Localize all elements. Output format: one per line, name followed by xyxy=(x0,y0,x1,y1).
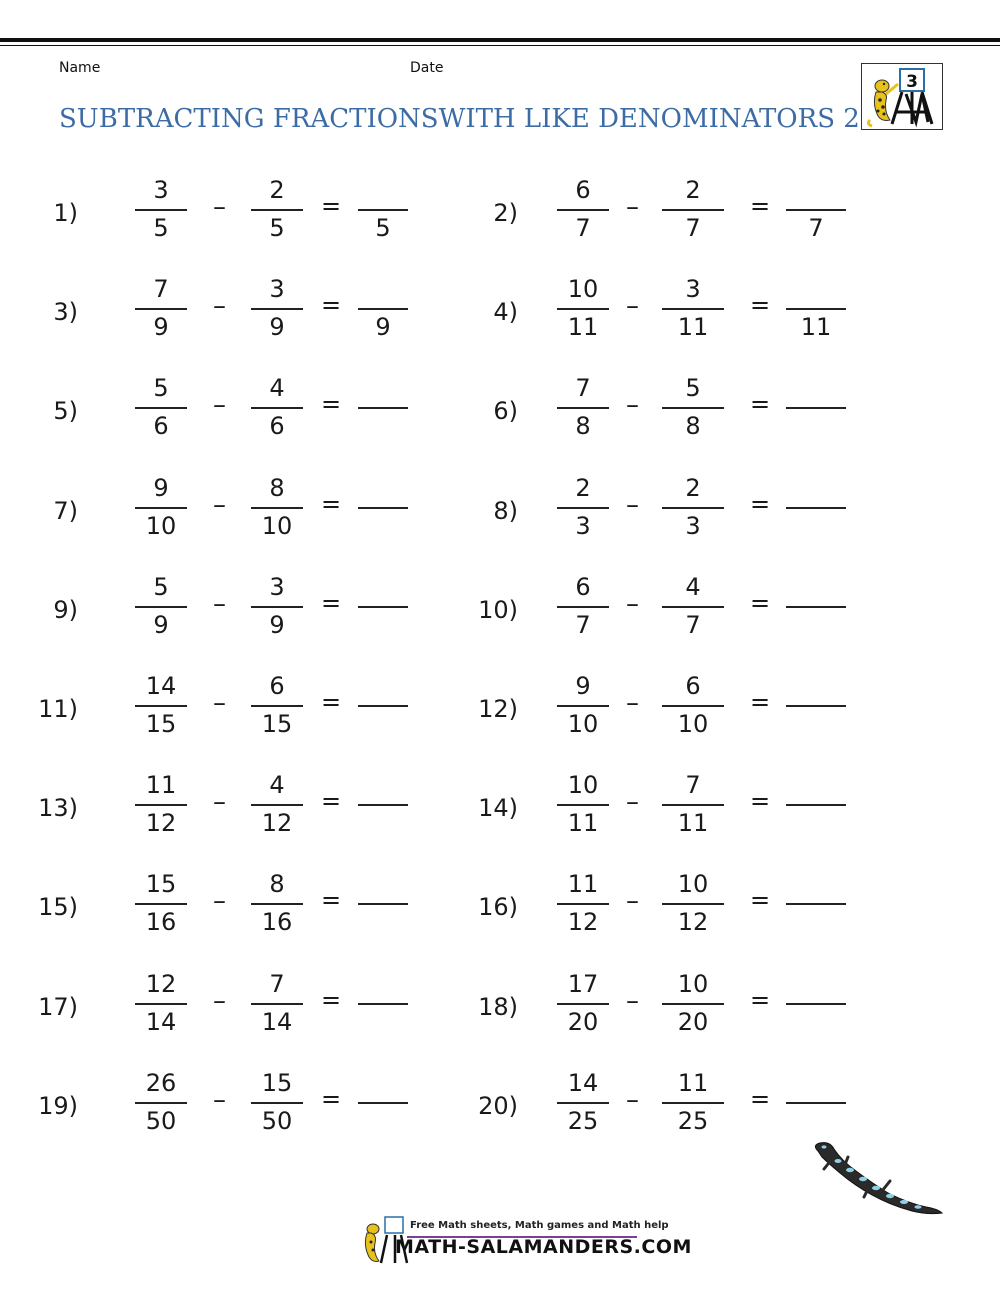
second-denominator: 8 xyxy=(685,412,701,441)
second-numerator: 8 xyxy=(269,870,285,899)
fraction-bar xyxy=(557,507,609,509)
answer-blank[interactable] xyxy=(786,970,846,1050)
first-fraction xyxy=(557,870,609,950)
fraction-bar xyxy=(662,1003,724,1005)
second-denominator: 10 xyxy=(677,710,709,738)
fraction-bar xyxy=(557,903,609,905)
problem-number: 2) xyxy=(493,199,518,227)
problem-number: 3) xyxy=(53,298,78,327)
fraction-bar xyxy=(662,507,724,509)
answer-denominator: 5 xyxy=(375,214,391,242)
problem-13 xyxy=(20,771,440,851)
first-denominator: 3 xyxy=(575,511,591,540)
first-fraction xyxy=(557,474,609,554)
second-numerator: 8 xyxy=(269,473,285,502)
first-denominator: 12 xyxy=(145,809,177,838)
fraction-bar xyxy=(251,1102,303,1104)
first-fraction xyxy=(557,771,609,851)
answer-line xyxy=(358,705,408,707)
equals-sign: = xyxy=(321,390,342,419)
answer-line xyxy=(786,407,846,409)
problem-1 xyxy=(20,176,440,256)
answer-blank[interactable] xyxy=(786,771,846,851)
second-numerator: 5 xyxy=(685,374,701,403)
second-denominator: 11 xyxy=(677,809,709,838)
problem-number: 18) xyxy=(478,992,518,1021)
first-numerator: 3 xyxy=(153,176,169,204)
first-fraction xyxy=(557,970,609,1050)
date-label: Date xyxy=(410,60,444,76)
first-fraction xyxy=(557,176,609,256)
second-numerator: 15 xyxy=(261,1068,293,1097)
fraction-bar xyxy=(662,1102,724,1104)
minus-sign: – xyxy=(626,787,639,818)
second-fraction xyxy=(662,573,724,653)
second-fraction xyxy=(662,672,724,752)
equals-sign: = xyxy=(750,588,771,617)
problem-number: 8) xyxy=(493,496,518,525)
first-denominator: 20 xyxy=(567,1007,599,1036)
top-rule xyxy=(0,38,1000,42)
answer-line xyxy=(358,308,408,310)
first-numerator: 12 xyxy=(145,969,177,998)
fraction-bar xyxy=(251,407,303,409)
first-fraction xyxy=(557,1069,609,1149)
fraction-bar xyxy=(135,804,187,806)
second-fraction xyxy=(251,1069,303,1149)
answer-line xyxy=(358,804,408,806)
equals-sign: = xyxy=(750,390,771,419)
problem-number: 9) xyxy=(53,595,78,624)
fraction-bar xyxy=(557,407,609,409)
answer-blank[interactable] xyxy=(786,374,846,454)
second-fraction xyxy=(251,970,303,1050)
problem-number: 17) xyxy=(38,992,78,1021)
problem-12 xyxy=(460,672,880,752)
answer-blank[interactable] xyxy=(358,573,408,653)
first-denominator: 12 xyxy=(567,908,599,937)
second-numerator: 11 xyxy=(677,1068,709,1097)
equals-sign: = xyxy=(750,192,771,220)
answer-blank[interactable] xyxy=(358,374,408,454)
fraction-bar xyxy=(557,308,609,310)
problem-number: 14) xyxy=(478,794,518,823)
second-fraction xyxy=(251,672,303,752)
minus-sign: – xyxy=(213,390,226,421)
problem-number: 19) xyxy=(38,1091,78,1120)
fraction-bar xyxy=(662,804,724,806)
first-numerator: 26 xyxy=(145,1068,177,1097)
problem-8 xyxy=(460,474,880,554)
minus-sign: – xyxy=(213,489,226,520)
first-denominator: 10 xyxy=(145,511,177,540)
first-denominator: 14 xyxy=(145,1007,177,1036)
first-numerator: 14 xyxy=(145,672,177,700)
fraction-bar xyxy=(251,209,303,211)
equals-sign: = xyxy=(321,1084,342,1113)
first-denominator: 6 xyxy=(153,412,169,441)
first-numerator: 11 xyxy=(145,771,177,800)
first-fraction xyxy=(135,474,187,554)
equals-sign: = xyxy=(750,985,771,1014)
first-denominator: 8 xyxy=(575,412,591,441)
second-numerator: 6 xyxy=(269,672,285,700)
minus-sign: – xyxy=(213,588,226,619)
minus-sign: – xyxy=(626,1084,639,1115)
first-numerator: 5 xyxy=(153,374,169,403)
problem-number: 7) xyxy=(53,496,78,525)
answer-denominator: 7 xyxy=(808,214,824,242)
equals-sign: = xyxy=(321,489,342,518)
first-numerator: 11 xyxy=(567,870,599,899)
first-fraction xyxy=(135,1069,187,1149)
first-denominator: 50 xyxy=(145,1106,177,1135)
first-denominator: 15 xyxy=(145,710,177,738)
answer-line xyxy=(786,705,846,707)
fraction-bar xyxy=(135,1003,187,1005)
answer-blank[interactable] xyxy=(786,474,846,554)
first-numerator: 10 xyxy=(567,771,599,800)
first-denominator: 9 xyxy=(153,610,169,639)
fraction-bar xyxy=(557,1102,609,1104)
second-numerator: 10 xyxy=(677,870,709,899)
second-numerator: 2 xyxy=(685,473,701,502)
answer-line xyxy=(786,903,846,905)
problem-number: 20) xyxy=(478,1091,518,1120)
second-denominator: 7 xyxy=(685,610,701,639)
answer-line xyxy=(786,606,846,608)
second-numerator: 7 xyxy=(269,969,285,998)
first-fraction xyxy=(557,374,609,454)
minus-sign: – xyxy=(213,985,226,1016)
equals-sign: = xyxy=(750,1084,771,1113)
minus-sign: – xyxy=(626,985,639,1016)
problem-6 xyxy=(460,374,880,454)
second-fraction xyxy=(662,474,724,554)
problem-number: 16) xyxy=(478,893,518,922)
second-denominator: 6 xyxy=(269,412,285,441)
equals-sign: = xyxy=(750,688,771,716)
second-denominator: 16 xyxy=(261,908,293,937)
first-denominator: 5 xyxy=(153,214,169,242)
first-numerator: 7 xyxy=(153,275,169,304)
minus-sign: – xyxy=(213,787,226,818)
fraction-bar xyxy=(251,804,303,806)
second-denominator: 9 xyxy=(269,610,285,639)
minus-sign: – xyxy=(626,688,639,718)
minus-sign: – xyxy=(626,192,639,222)
second-denominator: 12 xyxy=(677,908,709,937)
salamander-icon xyxy=(808,1137,948,1227)
first-fraction xyxy=(135,970,187,1050)
problem-number: 11) xyxy=(38,695,78,723)
first-denominator: 7 xyxy=(575,610,591,639)
fraction-bar xyxy=(662,308,724,310)
first-numerator: 6 xyxy=(575,572,591,601)
second-fraction xyxy=(251,474,303,554)
second-numerator: 7 xyxy=(685,771,701,800)
answer-line xyxy=(358,606,408,608)
answer-blank[interactable] xyxy=(358,970,408,1050)
second-numerator: 3 xyxy=(269,572,285,601)
second-denominator: 25 xyxy=(677,1106,709,1135)
first-numerator: 17 xyxy=(567,969,599,998)
fraction-bar xyxy=(251,1003,303,1005)
problem-number: 6) xyxy=(493,397,518,426)
second-fraction xyxy=(662,870,724,950)
first-fraction xyxy=(135,672,187,752)
minus-sign: – xyxy=(626,291,639,322)
second-fraction xyxy=(662,1069,724,1149)
second-denominator: 12 xyxy=(261,809,293,838)
answer-blank[interactable] xyxy=(358,870,408,950)
first-denominator: 11 xyxy=(567,809,599,838)
answer-blank[interactable] xyxy=(358,1069,408,1149)
first-fraction xyxy=(135,771,187,851)
answer-blank[interactable] xyxy=(786,870,846,950)
problem-14 xyxy=(460,771,880,851)
problem-number: 1) xyxy=(53,199,78,227)
second-numerator: 2 xyxy=(269,176,285,204)
first-numerator: 2 xyxy=(575,473,591,502)
problem-19 xyxy=(20,1069,440,1149)
problem-number: 5) xyxy=(53,397,78,426)
first-denominator: 16 xyxy=(145,908,177,937)
fraction-bar xyxy=(557,209,609,211)
fraction-bar xyxy=(135,308,187,310)
fraction-bar xyxy=(251,903,303,905)
equals-sign: = xyxy=(321,985,342,1014)
answer-line xyxy=(786,1102,846,1104)
fraction-bar xyxy=(662,705,724,707)
second-denominator: 15 xyxy=(261,710,293,738)
problem-number: 10) xyxy=(478,595,518,624)
second-denominator: 9 xyxy=(269,313,285,342)
problem-number: 12) xyxy=(478,695,518,723)
second-numerator: 4 xyxy=(685,572,701,601)
problem-number: 4) xyxy=(493,298,518,327)
problem-3 xyxy=(20,275,440,355)
first-fraction xyxy=(557,573,609,653)
first-numerator: 10 xyxy=(567,275,599,304)
second-denominator: 50 xyxy=(261,1106,293,1135)
first-numerator: 5 xyxy=(153,572,169,601)
fraction-bar xyxy=(135,606,187,608)
problem-number: 15) xyxy=(38,893,78,922)
answer-line xyxy=(358,407,408,409)
first-numerator: 7 xyxy=(575,374,591,403)
fraction-bar xyxy=(135,903,187,905)
second-fraction xyxy=(251,176,303,256)
answer-line xyxy=(786,1003,846,1005)
first-numerator: 14 xyxy=(567,1068,599,1097)
fraction-bar xyxy=(135,705,187,707)
equals-sign: = xyxy=(321,291,342,320)
minus-sign: – xyxy=(213,688,226,718)
fraction-bar xyxy=(557,1003,609,1005)
second-denominator: 3 xyxy=(685,511,701,540)
first-denominator: 7 xyxy=(575,214,591,242)
fraction-bar xyxy=(557,705,609,707)
fraction-bar xyxy=(251,308,303,310)
equals-sign: = xyxy=(321,886,342,915)
fraction-bar xyxy=(662,606,724,608)
fraction-bar xyxy=(135,209,187,211)
first-denominator: 25 xyxy=(567,1106,599,1135)
first-numerator: 9 xyxy=(153,473,169,502)
second-fraction xyxy=(251,275,303,355)
first-fraction xyxy=(135,374,187,454)
second-fraction xyxy=(251,573,303,653)
equals-sign: = xyxy=(750,886,771,915)
second-numerator: 2 xyxy=(685,176,701,204)
answer-line xyxy=(358,1102,408,1104)
second-denominator: 14 xyxy=(261,1007,293,1036)
top-rule-thin xyxy=(0,45,1000,46)
problem-15 xyxy=(20,870,440,950)
fraction-bar xyxy=(135,407,187,409)
answer-blank[interactable] xyxy=(786,275,846,355)
answer-blank[interactable] xyxy=(358,176,408,256)
minus-sign: – xyxy=(626,588,639,619)
header-logo xyxy=(861,63,943,130)
second-fraction xyxy=(251,374,303,454)
second-fraction xyxy=(662,970,724,1050)
second-numerator: 3 xyxy=(685,275,701,304)
minus-sign: – xyxy=(626,886,639,917)
answer-line xyxy=(786,308,846,310)
second-fraction xyxy=(662,176,724,256)
second-denominator: 7 xyxy=(685,214,701,242)
problem-17 xyxy=(20,970,440,1050)
equals-sign: = xyxy=(750,291,771,320)
problem-16 xyxy=(460,870,880,950)
second-fraction xyxy=(251,870,303,950)
problem-4 xyxy=(460,275,880,355)
answer-line xyxy=(358,1003,408,1005)
second-denominator: 10 xyxy=(261,511,293,540)
second-numerator: 4 xyxy=(269,771,285,800)
answer-blank[interactable] xyxy=(358,275,408,355)
first-denominator: 11 xyxy=(567,313,599,342)
answer-blank[interactable] xyxy=(358,474,408,554)
minus-sign: – xyxy=(213,886,226,917)
fraction-bar xyxy=(557,804,609,806)
first-denominator: 9 xyxy=(153,313,169,342)
first-numerator: 6 xyxy=(575,176,591,204)
second-numerator: 3 xyxy=(269,275,285,304)
minus-sign: – xyxy=(626,390,639,421)
answer-line xyxy=(786,209,846,211)
second-numerator: 10 xyxy=(677,969,709,998)
equals-sign: = xyxy=(321,588,342,617)
footer-brand: MATH-SALAMANDERS.COM xyxy=(395,1236,692,1258)
answer-blank[interactable] xyxy=(786,573,846,653)
equals-sign: = xyxy=(321,787,342,816)
answer-denominator: 9 xyxy=(375,313,391,342)
minus-sign: – xyxy=(626,489,639,520)
answer-line xyxy=(358,903,408,905)
fraction-bar xyxy=(135,507,187,509)
second-fraction xyxy=(251,771,303,851)
page-title: SUBTRACTING FRACTIONSWITH LIKE DENOMINATORS 2 xyxy=(59,104,860,134)
answer-line xyxy=(358,209,408,211)
minus-sign: – xyxy=(213,1084,226,1115)
first-fraction xyxy=(135,573,187,653)
second-denominator: 20 xyxy=(677,1007,709,1036)
first-fraction xyxy=(557,275,609,355)
second-numerator: 6 xyxy=(685,672,701,700)
answer-blank[interactable] xyxy=(786,672,846,752)
fraction-bar xyxy=(662,903,724,905)
problem-7 xyxy=(20,474,440,554)
first-fraction xyxy=(557,672,609,752)
first-fraction xyxy=(135,176,187,256)
answer-line xyxy=(358,507,408,509)
logo-badge-number: 3 xyxy=(906,72,918,92)
problem-9 xyxy=(20,573,440,653)
fraction-bar xyxy=(251,606,303,608)
equals-sign: = xyxy=(321,192,342,220)
answer-denominator: 11 xyxy=(800,313,832,342)
second-numerator: 4 xyxy=(269,374,285,403)
second-denominator: 5 xyxy=(269,214,285,242)
equals-sign: = xyxy=(750,787,771,816)
problem-5 xyxy=(20,374,440,454)
second-fraction xyxy=(662,374,724,454)
answer-line xyxy=(786,507,846,509)
first-denominator: 10 xyxy=(567,710,599,738)
footer-tagline: Free Math sheets, Math games and Math help xyxy=(410,1220,669,1231)
first-numerator: 15 xyxy=(145,870,177,899)
fraction-bar xyxy=(135,1102,187,1104)
second-fraction xyxy=(662,771,724,851)
second-fraction xyxy=(662,275,724,355)
fraction-bar xyxy=(662,209,724,211)
answer-blank[interactable] xyxy=(786,176,846,256)
minus-sign: – xyxy=(213,192,226,222)
problem-11 xyxy=(20,672,440,752)
problem-18 xyxy=(460,970,880,1050)
answer-line xyxy=(786,804,846,806)
answer-blank[interactable] xyxy=(358,771,408,851)
minus-sign: – xyxy=(213,291,226,322)
equals-sign: = xyxy=(321,688,342,716)
problem-2 xyxy=(460,176,880,256)
equals-sign: = xyxy=(750,489,771,518)
math-salamander-easel-logo-icon xyxy=(862,64,942,128)
fraction-bar xyxy=(251,507,303,509)
name-label: Name xyxy=(59,60,101,76)
fraction-bar xyxy=(557,606,609,608)
first-fraction xyxy=(135,275,187,355)
first-numerator: 9 xyxy=(575,672,591,700)
fraction-bar xyxy=(662,407,724,409)
answer-blank[interactable] xyxy=(358,672,408,752)
second-denominator: 11 xyxy=(677,313,709,342)
problem-number: 13) xyxy=(38,794,78,823)
first-fraction xyxy=(135,870,187,950)
problem-10 xyxy=(460,573,880,653)
fraction-bar xyxy=(251,705,303,707)
